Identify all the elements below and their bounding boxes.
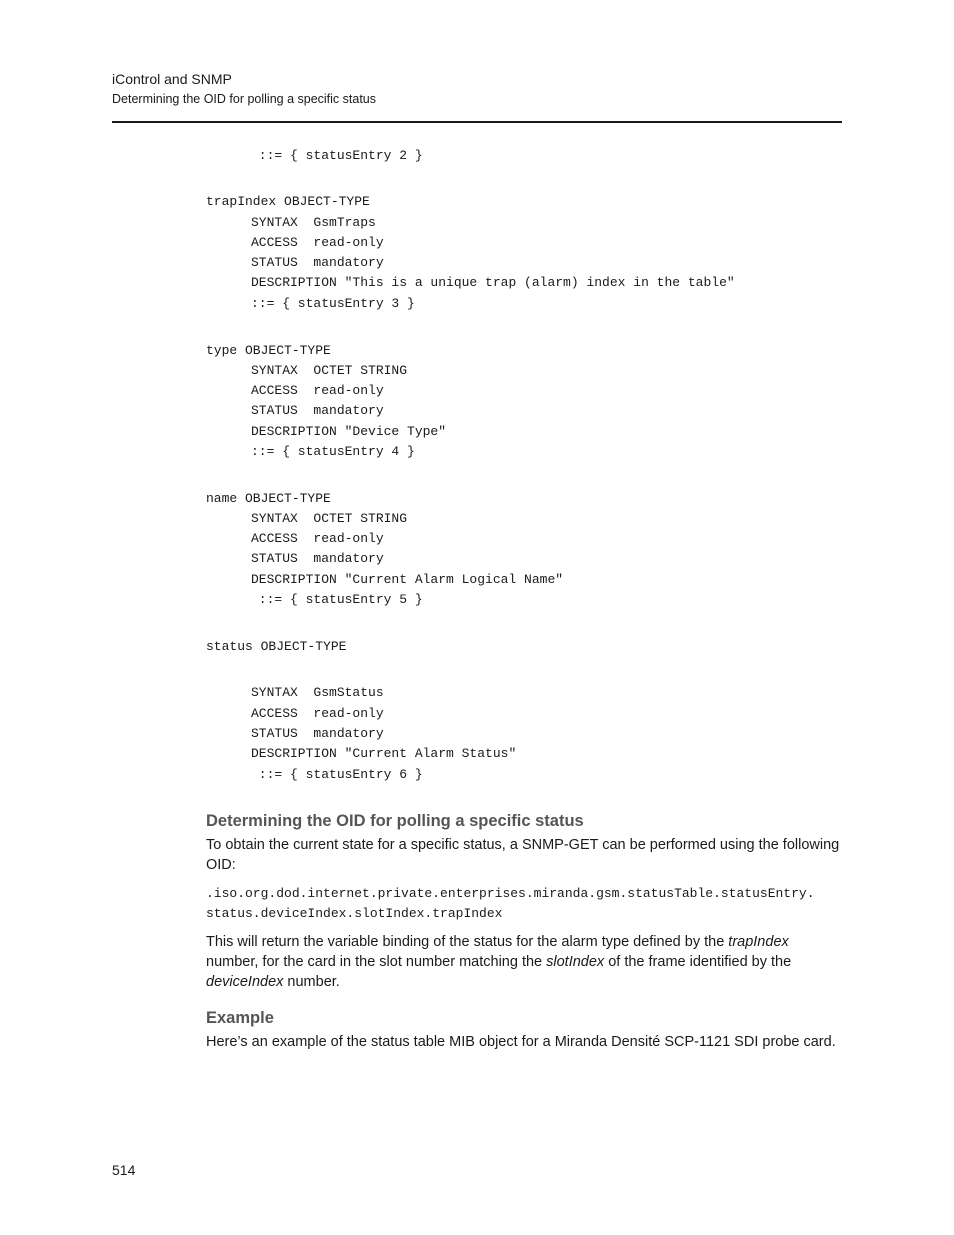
text-run: number, for the card in the slot number matching the [206,954,547,970]
code-line: DESCRIPTION "This is a unique trap (alarm) index in the table" [251,275,735,290]
code-line: DESCRIPTION "Current Alarm Logical Name" [251,572,564,587]
code-line: ACCESS read-only [251,383,384,398]
text-run: This will return the variable binding of the status for the alarm type defined by the [206,934,729,950]
section-heading-oid: Determining the OID for polling a specific status [206,812,584,830]
slotindex-term: slotIndex [546,954,605,970]
code-line: DESCRIPTION "Device Type" [251,424,447,439]
code-line: ::= { statusEntry 5 } [251,592,423,607]
header-title: iControl and SNMP [112,71,232,87]
header-divider [112,121,842,123]
code-line: ::= { statusEntry 3 } [251,296,415,311]
code-line: trapIndex OBJECT-TYPE [206,194,370,209]
code-line: STATUS mandatory [251,255,384,270]
code-line: ACCESS read-only [251,706,384,721]
code-line: ::= { statusEntry 6 } [251,767,423,782]
code-line: SYNTAX GsmTraps [251,215,376,230]
code-line: SYNTAX GsmStatus [251,685,384,700]
code-line: ::= { statusEntry 4 } [251,444,415,459]
text-run: of the frame identified by the [604,954,792,970]
code-line: status OBJECT-TYPE [206,639,347,654]
code-line: SYNTAX OCTET STRING [251,363,408,378]
code-line: ACCESS read-only [251,531,384,546]
code-line: ::= { statusEntry 2 } [251,148,423,163]
oid-explanation-paragraph [206,932,842,992]
code-line: ACCESS read-only [251,235,384,250]
oid-line-1: .iso.org.dod.internet.private.enterprises.miranda.gsm.statusTable.statusEntry. [206,886,815,901]
example-paragraph: Here’s an example of the status table MIB object for a Miranda Densité SCP-1121 SDI probe card. [206,1034,836,1050]
section-intro-paragraph: To obtain the current state for a specific status, a SNMP-GET can be performed using the following OID: [206,837,840,873]
header-subtitle: Determining the OID for polling a specific status [112,92,377,106]
page-number: 514 [112,1162,136,1178]
text-run: number. [283,974,340,990]
code-line: STATUS mandatory [251,726,384,741]
code-line: name OBJECT-TYPE [206,491,331,506]
deviceindex-term: deviceIndex [206,974,284,990]
code-line: SYNTAX OCTET STRING [251,511,408,526]
oid-line-2: status.deviceIndex.slotIndex.trapIndex [206,906,503,921]
code-line: STATUS mandatory [251,403,384,418]
code-line: type OBJECT-TYPE [206,343,331,358]
code-line: DESCRIPTION "Current Alarm Status" [251,746,517,761]
section-heading-example: Example [206,1009,274,1027]
code-line: STATUS mandatory [251,551,384,566]
trapindex-term: trapIndex [728,934,789,950]
